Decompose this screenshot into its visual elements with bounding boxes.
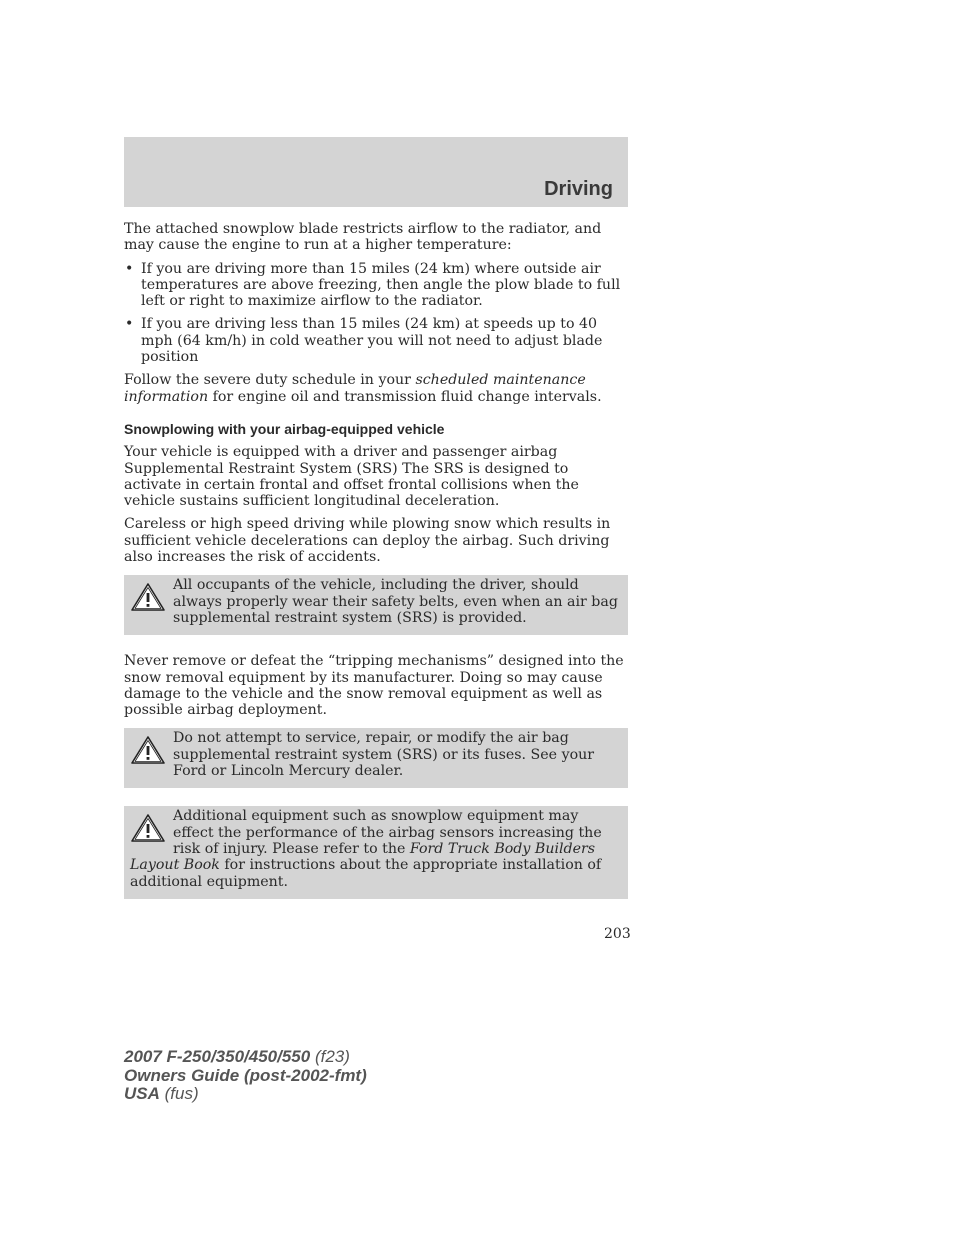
footer-model-code: (f23) — [310, 1047, 350, 1066]
paragraph-equipped: Your vehicle is equipped with a driver and passenger airbag Supplemental Restraint System (SRS) The SRS is designed to activate in certain frontal and offset frontal collisions when the vehicle sustains sufficient longitudinal deceleration. — [124, 444, 579, 510]
schedule-note-text: Follow the severe duty schedule in your — [124, 372, 416, 389]
warning-triangle-icon — [130, 813, 166, 843]
footer-line-model — [124, 1048, 367, 1067]
warning-box-service — [124, 728, 628, 788]
page-content — [124, 221, 628, 917]
warning-text — [130, 808, 622, 889]
footer-market: USA — [124, 1084, 160, 1103]
schedule-note — [124, 372, 628, 405]
intro-paragraph: The attached snowplow blade restricts airflow to the radiator, and may cause the engine to run at a higher temperature: — [124, 221, 602, 254]
footer-market-code: (fus) — [159, 1084, 199, 1103]
warning-text: Do not attempt to service, repair, or modify the air bag supplemental restraint system (SRS) or its fuses. See your Ford or Lincoln Mercury dealer. — [173, 730, 595, 780]
bullet-list — [124, 261, 628, 366]
footer-line-market — [124, 1085, 367, 1104]
warning-text-start: Additional equipment such as snowplow equipment may effect the performance of the airbag sensors increasing the risk of injury. Please refer to the — [173, 808, 602, 857]
book-title: Ford Truck Body Builders Layout Book — [130, 840, 596, 874]
warning-box-seatbelts — [124, 575, 628, 635]
footer-line-guide — [124, 1067, 367, 1086]
schedule-note-italic: scheduled maintenance information — [124, 372, 586, 405]
warning-triangle-icon — [130, 735, 166, 765]
schedule-note-text-end: for engine oil and transmission fluid change intervals. — [208, 388, 602, 405]
paragraph-careless: Careless or high speed driving while plowing snow which results in sufficient vehicle decelerations can deploy the airbag. Such driving also increases the risk of accidents. — [124, 516, 611, 566]
bullet-item: • If you are driving less than 15 miles (24 km) at speeds up to 40 mph (64 km/h) in cold weather you will not need to adjust blade position — [124, 316, 628, 365]
warning-triangle-icon — [130, 582, 166, 612]
warning-text: All occupants of the vehicle, including the driver, should always properly wear their safety belts, even when an air bag supplemental restraint system (SRS) is provided. — [173, 577, 618, 626]
footer-model: 2007 F-250/350/450/550 — [124, 1047, 311, 1066]
document-footer — [124, 1048, 367, 1104]
page-number: 203 — [604, 926, 631, 942]
paragraph-tripping: Never remove or defeat the “tripping mechanisms” designed into the snow removal equipment by its manufacturer. Doing so may cause damage to the vehicle and the snow removal equipment as well as possible airbag deployment. — [124, 653, 624, 719]
bullet-item: • If you are driving more than 15 miles (24 km) where outside air temperatures are above freezing, then angle the plow blade to full left or right to maximize airflow to the radiator. — [124, 261, 628, 310]
warning-text-end: for instructions about the appropriate installation of additional equipment. — [130, 857, 602, 890]
warning-box-equipment — [124, 806, 628, 898]
section-header-band — [124, 137, 628, 207]
footer-guide: Owners Guide (post-2002-fmt) — [124, 1065, 367, 1085]
section-title: Driving — [544, 178, 613, 200]
subheading: Snowplowing with your airbag-equipped vehicle — [124, 420, 445, 437]
